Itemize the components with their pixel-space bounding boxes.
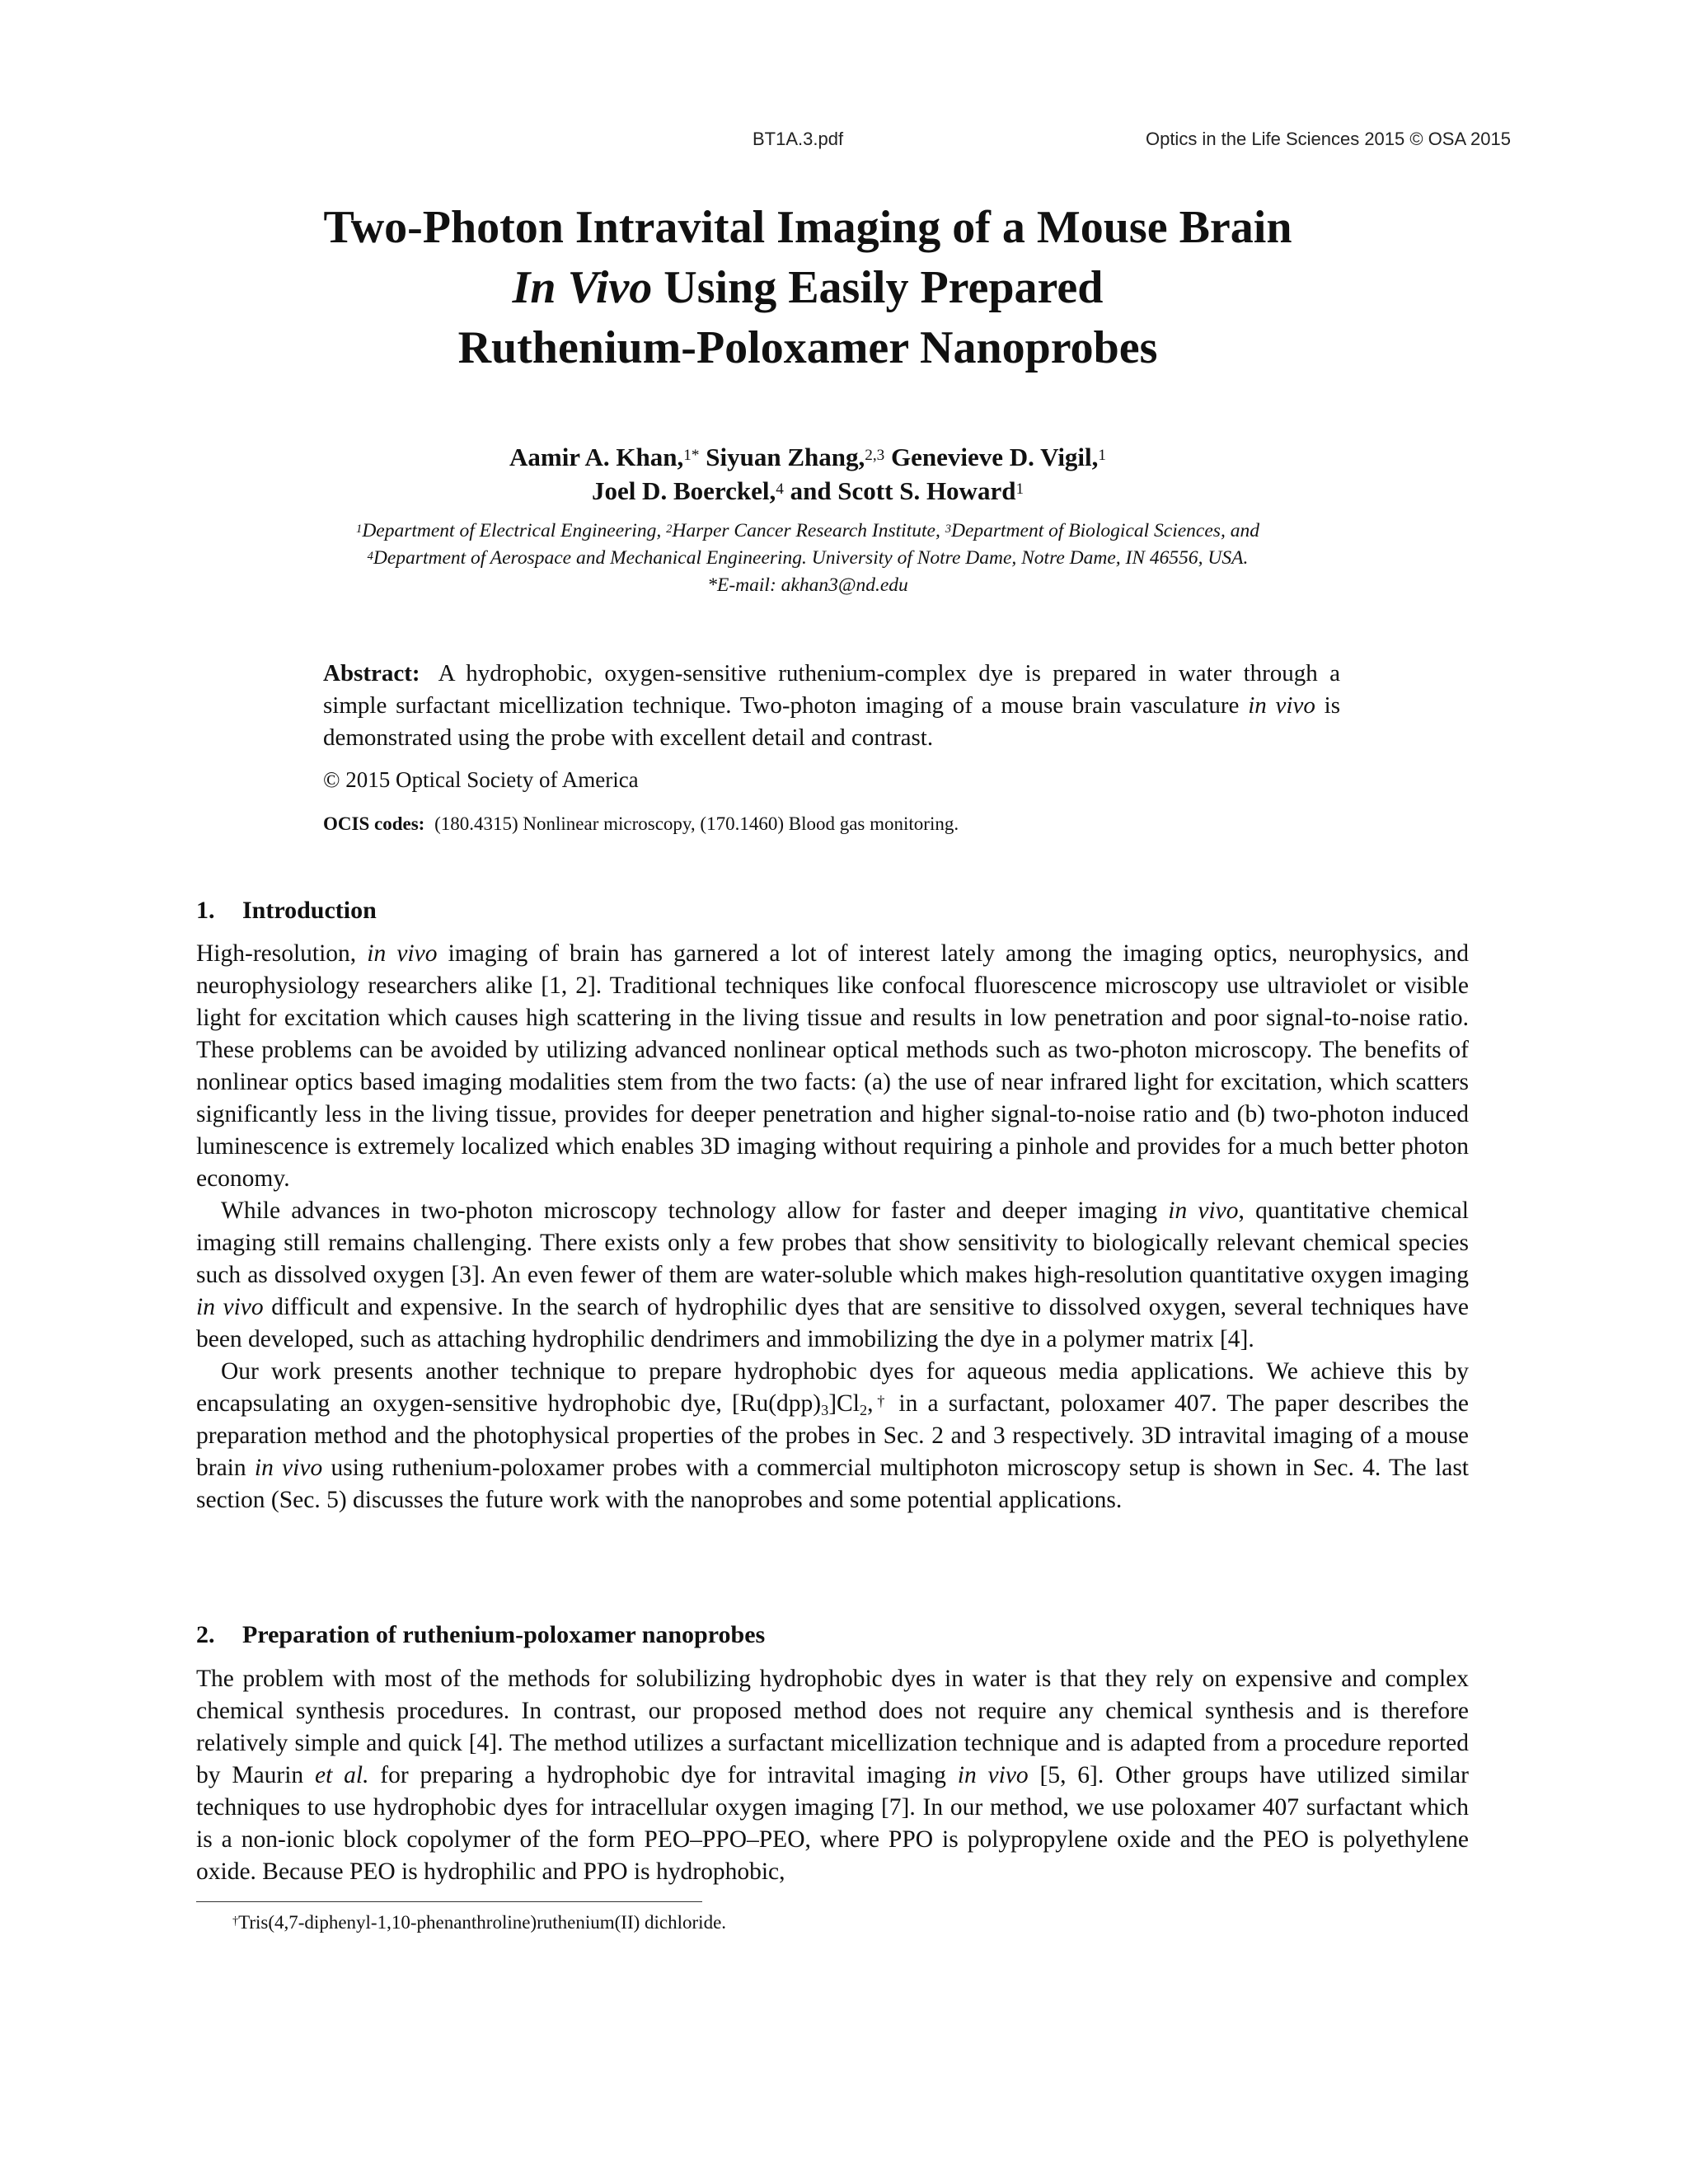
title-line-3: Ruthenium-Poloxamer Nanoprobes xyxy=(457,322,1158,373)
affiliation-line-2 xyxy=(214,545,1401,572)
preparation-body xyxy=(196,1663,1469,1888)
title-line-2 xyxy=(214,258,1401,318)
title-line-2-rest: Using Easily Prepared xyxy=(652,262,1104,313)
author-name: and Scott S. Howard xyxy=(790,476,1016,505)
affiliation-line-1 xyxy=(214,518,1401,545)
italic-run: in vivo xyxy=(254,1455,323,1481)
affiliations xyxy=(214,518,1401,599)
author-name: Siyuan Zhang, xyxy=(706,443,865,471)
abstract-block xyxy=(323,658,1340,840)
section-number: 1. xyxy=(196,897,215,924)
affiliation-text: Department of Electrical Engineering, xyxy=(362,520,667,541)
abstract-label: Abstract: xyxy=(323,660,420,687)
paragraph xyxy=(196,1356,1469,1516)
italic-run: in vivo xyxy=(196,1294,264,1320)
title-line-1: Two-Photon Intravital Imaging of a Mouse Brain xyxy=(323,202,1292,253)
affil-sup: 4 xyxy=(367,549,373,563)
author-name: Joel D. Boerckel, xyxy=(591,476,776,505)
affiliation-text: Harper Cancer Research Institute, xyxy=(672,520,945,541)
corresponding-email: *E-mail: akhan3@nd.edu xyxy=(707,574,908,596)
introduction-body xyxy=(196,938,1469,1516)
text-run: The problem with most of the methods for solubilizing hydrophobic dyes in water is that they rely on expensive and complex chemical synthesis procedures. In contrast, our proposed method does not require any chemical synthesis and is therefore relatively simple and quick [4]. The method utilizes a surfactant micellization technique and is adapted from a procedure reported by Maurin xyxy=(196,1666,1469,1788)
author-affil-sup: 1* xyxy=(683,447,700,465)
affil-sup: 3 xyxy=(945,522,951,536)
footnote-marker: † xyxy=(873,1392,889,1409)
ocis-label: OCIS codes: xyxy=(323,813,425,834)
section-heading-preparation xyxy=(196,1621,765,1649)
author-affil-sup: 1 xyxy=(1015,480,1025,499)
text-run: While advances in two-photon microscopy technology allow for faster and deeper imaging xyxy=(221,1197,1169,1224)
paragraph xyxy=(196,1195,1469,1356)
text-run: difficult and expensive. In the search of hydrophilic dyes that are sensitive to dissolved oxygen, several techniques have been developed, such as attaching hydrophilic dendrimers and immobilizing the dye in a polymer matrix [4]. xyxy=(196,1294,1469,1352)
text-run: High-resolution, xyxy=(196,940,368,967)
author-line-1 xyxy=(214,440,1401,474)
author-name: Aamir A. Khan, xyxy=(509,443,684,471)
ocis-text: (180.4315) Nonlinear microscopy, (170.1460) Blood gas monitoring. xyxy=(434,813,959,834)
text-run: , xyxy=(867,1390,874,1417)
affiliation-text: Department of Biological Sciences, and xyxy=(950,520,1259,541)
section-title: Preparation of ruthenium-poloxamer nanoprobes xyxy=(242,1621,766,1648)
text-run: , quantitative chemical imaging still remains challenging. There exists only a few probes that show sensitivity to biologically relevant chemical species such as dissolved oxygen [3]. An even fewer of them are water-soluble which makes high-resolution quantitative oxygen imaging xyxy=(196,1197,1469,1288)
section-number: 2. xyxy=(196,1621,215,1648)
subscript: 2 xyxy=(859,1401,868,1418)
section-heading-introduction xyxy=(196,897,377,925)
title-italic: In Vivo xyxy=(512,262,653,313)
author-affil-sup: 4 xyxy=(776,480,784,499)
footnote-divider xyxy=(196,1901,702,1902)
text-run: [5, 6]. Other groups have utilized similar techniques to use hydrophobic dyes for intracellular oxygen imaging [7]. In our method, we use poloxamer 407 surfactant which is a non-ionic block copolymer of the form PEO–PPO–PEO, where PPO is polypropylene oxide and the PEO is polyethylene oxide. Because PEO is hydrophilic and PPO is hydrophobic, xyxy=(196,1762,1469,1885)
section-title: Introduction xyxy=(242,897,377,924)
header-conference: Optics in the Life Sciences 2015 © OSA 2015 xyxy=(1145,129,1511,149)
paragraph xyxy=(196,1663,1469,1888)
author-affil-sup: 1 xyxy=(1098,447,1107,465)
text-run: Our work presents another technique to prepare hydrophobic dyes for aqueous media applications. We achieve this by encapsulating an oxygen-sensitive hydrophobic dye, [Ru(dpp) xyxy=(196,1358,1469,1417)
header-paper-id: BT1A.3.pdf xyxy=(753,129,844,149)
italic-run: et al. xyxy=(315,1762,369,1788)
italic-run: in vivo xyxy=(957,1762,1029,1788)
abstract-italic: in vivo xyxy=(1248,692,1315,719)
author-affil-sup: 2,3 xyxy=(865,447,885,465)
abstract-part: is demonstrated using the probe with excellent detail and contrast. xyxy=(323,692,1341,751)
abstract-text xyxy=(323,658,1340,754)
text-run: in a surfactant, poloxamer 407. The paper describes the preparation method and the photophysical properties of the probes in Sec. 2 and 3 respectively. 3D intravital imaging of a mouse brain xyxy=(196,1390,1470,1481)
subscript: 3 xyxy=(821,1401,829,1418)
affil-sup: 1 xyxy=(356,522,363,536)
author-line-2 xyxy=(214,474,1401,508)
author-list xyxy=(214,440,1401,508)
affiliation-text: Department of Aerospace and Mechanical Engineering. University of Notre Dame, Notre Dame, IN 46556, USA. xyxy=(373,547,1249,569)
footnote xyxy=(232,1912,726,1933)
paper-title xyxy=(214,198,1401,378)
affil-sup: 2 xyxy=(666,522,673,536)
text-run: imaging of brain has garnered a lot of interest lately among the imaging optics, neurophysics, and neurophysiology researchers alike [1, 2]. Traditional techniques like confocal fluorescence microscopy use ultraviolet or visible light for excitation which causes high scattering in the living tissue and results in low penetration and poor signal-to-noise ratio. These problems can be avoided by utilizing advanced nonlinear optical methods such as two-photon microscopy. The benefits of nonlinear optics based imaging modalities stem from the two facts: (a) the use of near infrared light for excitation, which scatters significantly less in the living tissue, provides for deeper penetration and higher signal-to-noise ratio and (b) two-photon induced luminescence is extremely localized which enables 3D imaging without requiring a pinhole and provides for a much better photon economy. xyxy=(196,940,1469,1192)
paragraph xyxy=(196,938,1469,1195)
italic-run: in vivo xyxy=(367,940,438,967)
copyright-notice: © 2015 Optical Society of America xyxy=(323,767,639,792)
abstract-part: A hydrophobic, oxygen-sensitive ruthenium-complex dye is prepared in water through a simple surfactant micellization technique. Two-photon imaging of a mouse brain vasculature xyxy=(323,660,1340,719)
footnote-marker: † xyxy=(232,1915,239,1929)
ocis-codes xyxy=(323,808,1340,840)
text-run: using ruthenium-poloxamer probes with a commercial multiphoton microscopy setup is shown in Sec. 4. The last section (Sec. 5) discusses the future work with the nanoprobes and some potential applications. xyxy=(196,1455,1469,1513)
text-run: for preparing a hydrophobic dye for intravital imaging xyxy=(368,1762,958,1788)
footnote-text: Tris(4,7-diphenyl-1,10-phenanthroline)ruthenium(II) dichloride. xyxy=(238,1912,727,1933)
author-name: Genevieve D. Vigil, xyxy=(891,443,1099,471)
italic-run: in vivo xyxy=(1168,1197,1239,1224)
text-run: ]Cl xyxy=(828,1390,860,1417)
